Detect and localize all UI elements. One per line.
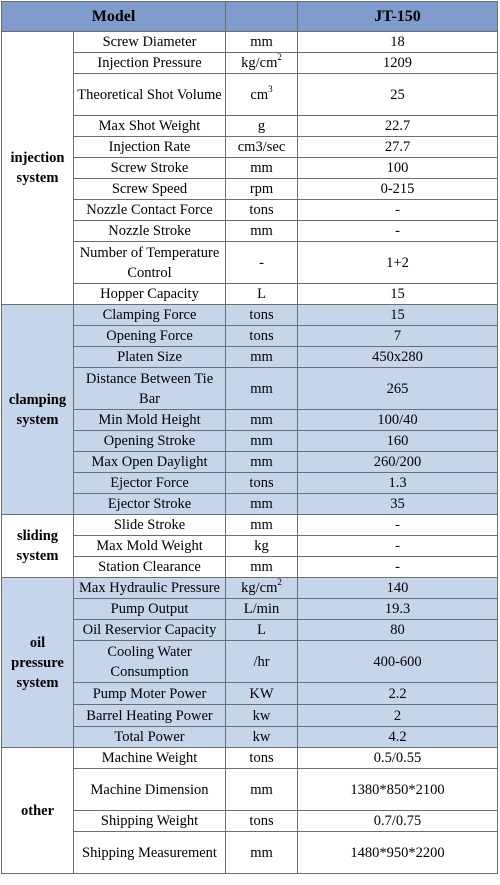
value-cell: 100	[298, 158, 498, 179]
value-cell: 1209	[298, 53, 498, 74]
value-cell: 0.7/0.75	[298, 811, 498, 832]
unit-text: mm	[250, 412, 273, 428]
parameter-cell: Max Shot Weight	[74, 116, 226, 137]
unit-cell	[226, 727, 298, 748]
group-label-line: sliding	[16, 528, 59, 544]
parameter-cell: Max Open Daylight	[74, 452, 226, 473]
unit-cell	[226, 221, 298, 242]
table-row	[2, 473, 498, 494]
parameter-cell: Hopper Capacity	[74, 284, 226, 305]
unit-text: kg/cm	[241, 55, 278, 71]
parameter-cell: Station Clearance	[74, 557, 226, 578]
parameter-cell: Machine Weight	[74, 748, 226, 769]
unit-superscript: 2	[277, 52, 282, 63]
value-cell: 1480*950*2200	[298, 832, 498, 874]
table-row	[2, 200, 498, 221]
table-row	[2, 326, 498, 347]
table-row	[2, 179, 498, 200]
spec-table	[1, 1, 498, 874]
group-label-line: oil	[29, 634, 46, 651]
unit-text: kw	[252, 707, 271, 724]
unit-cell	[226, 832, 298, 874]
group-label	[2, 748, 74, 874]
parameter-cell: Machine Dimension	[74, 769, 226, 811]
table-row	[2, 32, 498, 53]
value-cell: 1.3	[298, 473, 498, 494]
unit-text: /hr	[253, 653, 270, 670]
group-label-line: system	[16, 170, 59, 186]
group-label	[2, 305, 74, 515]
value-cell: 140	[298, 578, 498, 599]
value-cell: 19.3	[298, 599, 498, 620]
parameter-cell: Shipping Measurement	[74, 832, 226, 874]
unit-cell	[226, 578, 298, 599]
table-row	[2, 74, 498, 116]
table-row	[2, 578, 498, 599]
unit-text: g	[257, 118, 266, 134]
value-cell: 0-215	[298, 179, 498, 200]
value-cell: 80	[298, 620, 498, 641]
parameter-cell: Ejector Stroke	[74, 494, 226, 515]
unit-text: L/min	[243, 601, 280, 617]
group-label-line: injection	[10, 150, 65, 166]
unit-text: tons	[249, 813, 274, 829]
parameter-cell: Oil Reservior Capacity	[74, 620, 226, 641]
parameter-cell: Min Mold Height	[74, 410, 226, 431]
parameter-cell: Theoretical Shot Volume	[74, 74, 226, 116]
unit-text: mm	[250, 781, 273, 798]
value-cell: 18	[298, 32, 498, 53]
table-row	[2, 620, 498, 641]
unit-cell	[226, 32, 298, 53]
table-row	[2, 158, 498, 179]
parameter-cell: Opening Force	[74, 326, 226, 347]
unit-cell	[226, 557, 298, 578]
unit-text: cm3/sec	[237, 139, 286, 155]
parameter-cell: Max Mold Weight	[74, 536, 226, 557]
table-row	[2, 683, 498, 705]
value-cell: 1+2	[298, 242, 498, 284]
value-cell: 265	[298, 368, 498, 410]
table-row	[2, 242, 498, 284]
unit-cell	[226, 305, 298, 326]
parameter-cell: Nozzle Stroke	[74, 221, 226, 242]
unit-text: KW	[249, 685, 274, 702]
table-row	[2, 727, 498, 748]
unit-cell	[226, 431, 298, 452]
unit-text: tons	[249, 202, 274, 218]
unit-text: mm	[250, 223, 273, 239]
parameter-cell: Screw Stroke	[74, 158, 226, 179]
value-cell: 2.2	[298, 683, 498, 705]
table-row	[2, 536, 498, 557]
table-row	[2, 116, 498, 137]
unit-text: mm	[250, 844, 273, 861]
unit-text: tons	[249, 750, 274, 766]
value-cell: 22.7	[298, 116, 498, 137]
value-cell: -	[298, 536, 498, 557]
parameter-cell: Distance Between Tie Bar	[74, 368, 226, 410]
group-label-line: system	[16, 411, 59, 428]
value-cell: -	[298, 200, 498, 221]
unit-text: tons	[249, 307, 274, 323]
group-label	[2, 515, 74, 578]
unit-text: rpm	[249, 181, 274, 197]
group-label-line: other	[20, 802, 54, 819]
unit-cell	[226, 452, 298, 473]
unit-cell	[226, 53, 298, 74]
parameter-cell: Total Power	[74, 727, 226, 748]
unit-cell	[226, 242, 298, 284]
parameter-cell: Number of Temperature Control	[74, 242, 226, 284]
value-cell: -	[298, 221, 498, 242]
table-row	[2, 431, 498, 452]
table-row	[2, 769, 498, 811]
value-cell: 2	[298, 705, 498, 727]
unit-text: mm	[250, 517, 273, 533]
value-cell: 100/40	[298, 410, 498, 431]
unit-text: kg/cm	[241, 580, 278, 596]
table-row	[2, 832, 498, 874]
group-label-line: clamping	[8, 391, 67, 408]
table-row	[2, 410, 498, 431]
table-row	[2, 705, 498, 727]
parameter-cell: Platen Size	[74, 347, 226, 368]
model-header: Model	[2, 2, 226, 32]
unit-cell	[226, 620, 298, 641]
unit-text: kg	[254, 538, 269, 554]
parameter-cell: Screw Speed	[74, 179, 226, 200]
table-row	[2, 515, 498, 536]
value-cell: 450x280	[298, 347, 498, 368]
value-cell: 15	[298, 305, 498, 326]
unit-text: cm	[250, 86, 269, 103]
value-cell: 7	[298, 326, 498, 347]
unit-header	[226, 2, 298, 32]
unit-text: mm	[250, 496, 273, 512]
unit-cell	[226, 368, 298, 410]
group-label-line: pressure	[11, 654, 64, 671]
header-row	[2, 2, 498, 32]
value-cell: 15	[298, 284, 498, 305]
unit-text: mm	[250, 34, 273, 50]
unit-cell	[226, 683, 298, 705]
unit-text: mm	[250, 160, 273, 176]
unit-cell	[226, 473, 298, 494]
table-row	[2, 137, 498, 158]
parameter-cell: Nozzle Contact Force	[74, 200, 226, 221]
value-cell: 400-600	[298, 641, 498, 683]
parameter-cell: Injection Rate	[74, 137, 226, 158]
value-cell: 1380*850*2100	[298, 769, 498, 811]
group-label-line: system	[16, 548, 59, 564]
unit-cell	[226, 748, 298, 769]
unit-cell	[226, 641, 298, 683]
unit-cell	[226, 536, 298, 557]
unit-text: kw	[252, 729, 271, 745]
unit-text: -	[259, 254, 264, 271]
value-cell: 160	[298, 431, 498, 452]
table-row	[2, 305, 498, 326]
table-row	[2, 347, 498, 368]
unit-cell	[226, 515, 298, 536]
unit-cell	[226, 705, 298, 727]
table-row	[2, 748, 498, 769]
table-row	[2, 494, 498, 515]
unit-cell	[226, 137, 298, 158]
unit-cell	[226, 811, 298, 832]
unit-cell	[226, 769, 298, 811]
unit-text: mm	[250, 559, 273, 575]
value-cell: 27.7	[298, 137, 498, 158]
unit-cell	[226, 410, 298, 431]
unit-text: mm	[250, 349, 273, 365]
spec-table-body	[2, 32, 498, 874]
table-row	[2, 284, 498, 305]
value-cell: 0.5/0.55	[298, 748, 498, 769]
unit-cell	[226, 284, 298, 305]
table-row	[2, 368, 498, 410]
value-cell: 4.2	[298, 727, 498, 748]
unit-cell	[226, 116, 298, 137]
unit-cell	[226, 158, 298, 179]
parameter-cell: Pump Output	[74, 599, 226, 620]
table-row	[2, 221, 498, 242]
parameter-cell: Ejector Force	[74, 473, 226, 494]
parameter-cell: Injection Pressure	[74, 53, 226, 74]
value-cell: 260/200	[298, 452, 498, 473]
unit-text: L	[257, 622, 266, 638]
model-value-header: JT-150	[298, 2, 498, 32]
value-cell: 35	[298, 494, 498, 515]
parameter-cell: Pump Moter Power	[74, 683, 226, 705]
parameter-cell: Clamping Force	[74, 305, 226, 326]
parameter-cell: Opening Stroke	[74, 431, 226, 452]
parameter-cell: Shipping Weight	[74, 811, 226, 832]
unit-superscript: 3	[268, 83, 273, 94]
unit-cell	[226, 347, 298, 368]
value-cell: -	[298, 557, 498, 578]
unit-cell	[226, 74, 298, 116]
group-label-line: system	[16, 674, 59, 691]
parameter-cell: Slide Stroke	[74, 515, 226, 536]
unit-superscript: 2	[277, 577, 282, 588]
unit-text: mm	[250, 433, 273, 449]
table-row	[2, 53, 498, 74]
unit-text: tons	[249, 328, 274, 344]
group-label	[2, 32, 74, 305]
group-label	[2, 578, 74, 748]
parameter-cell: Screw Diameter	[74, 32, 226, 53]
table-row	[2, 811, 498, 832]
parameter-cell: Barrel Heating Power	[74, 705, 226, 727]
value-cell: -	[298, 515, 498, 536]
unit-text: mm	[250, 380, 273, 397]
table-row	[2, 452, 498, 473]
table-row	[2, 599, 498, 620]
unit-cell	[226, 494, 298, 515]
unit-cell	[226, 179, 298, 200]
parameter-cell: Cooling Water Consumption	[74, 641, 226, 683]
table-row	[2, 641, 498, 683]
parameter-cell: Max Hydraulic Pressure	[74, 578, 226, 599]
value-cell: 25	[298, 74, 498, 116]
unit-cell	[226, 200, 298, 221]
unit-text: L	[257, 286, 266, 302]
unit-cell	[226, 599, 298, 620]
unit-cell	[226, 326, 298, 347]
unit-text: tons	[249, 475, 274, 491]
table-row	[2, 557, 498, 578]
unit-text: mm	[250, 454, 273, 470]
